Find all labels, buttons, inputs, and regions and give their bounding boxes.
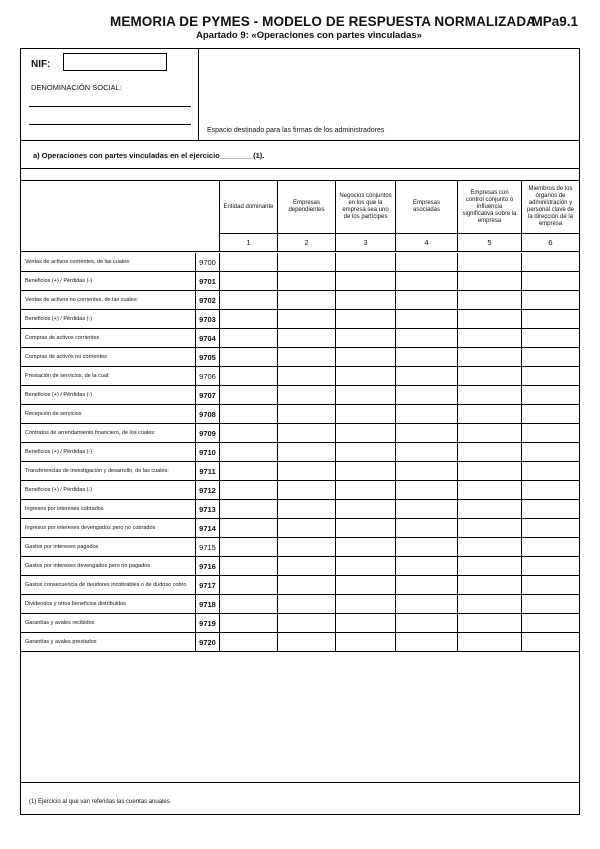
value-cell-col-6[interactable] bbox=[521, 519, 579, 538]
row-label: Prestación de servicios, de la cual: bbox=[25, 373, 110, 379]
row-label: Garantías y avales recibidos bbox=[25, 620, 95, 626]
row-code: 9710 bbox=[195, 443, 219, 462]
row-label: Ventas de activos corrientes, de las cuales: bbox=[25, 259, 131, 265]
value-cell-col-5[interactable] bbox=[457, 614, 521, 633]
value-cell-col-5[interactable] bbox=[457, 481, 521, 500]
table-row bbox=[21, 481, 579, 500]
value-cell-col-5[interactable] bbox=[457, 424, 521, 443]
row-label: Dividendos y otros beneficios distribuidos bbox=[25, 601, 126, 607]
value-cell-col-3[interactable] bbox=[335, 481, 395, 500]
column-header-5: Empresas con control conjunto o influencia significativa sobre la empresa bbox=[457, 181, 521, 233]
value-cell-col-4[interactable] bbox=[395, 557, 457, 576]
value-cell-col-2[interactable] bbox=[277, 481, 335, 500]
nif-field[interactable] bbox=[63, 53, 167, 71]
row-label: Compras de activos no corrientes bbox=[25, 354, 107, 360]
value-cell-col-1[interactable] bbox=[219, 500, 277, 519]
table-row bbox=[21, 519, 579, 538]
value-cell-col-5[interactable] bbox=[457, 310, 521, 329]
value-cell-col-5[interactable] bbox=[457, 386, 521, 405]
table-row bbox=[21, 291, 579, 310]
row-label: Beneficios (+) / Pérdidas (-) bbox=[25, 449, 93, 455]
value-cell-col-6[interactable] bbox=[521, 386, 579, 405]
value-cell-col-5[interactable] bbox=[457, 405, 521, 424]
column-number-4: 4 bbox=[395, 233, 457, 251]
value-cell-col-1[interactable] bbox=[219, 443, 277, 462]
value-cell-col-4[interactable] bbox=[395, 500, 457, 519]
row-label: Gastos por intereses pagados bbox=[25, 544, 99, 550]
row-code: 9705 bbox=[195, 348, 219, 367]
row-code: 9713 bbox=[195, 500, 219, 519]
value-cell-col-2[interactable] bbox=[277, 310, 335, 329]
column-header-6: Miembros de los órganos de administración y personal clave de la dirección de la empresa bbox=[521, 181, 579, 233]
value-cell-col-3[interactable] bbox=[335, 253, 395, 272]
table-row bbox=[21, 443, 579, 462]
denominacion-label: DENOMINACIÓN SOCIAL: bbox=[31, 83, 122, 92]
value-cell-col-4[interactable] bbox=[395, 367, 457, 386]
row-code: 9707 bbox=[195, 386, 219, 405]
value-cell-col-4[interactable] bbox=[395, 614, 457, 633]
denominacion-line-2[interactable] bbox=[29, 124, 191, 125]
value-cell-col-4[interactable] bbox=[395, 310, 457, 329]
table-row bbox=[21, 310, 579, 329]
value-cell-col-3[interactable] bbox=[335, 367, 395, 386]
row-code: 9716 bbox=[195, 557, 219, 576]
value-cell-col-1[interactable] bbox=[219, 329, 277, 348]
value-cell-col-4[interactable] bbox=[395, 329, 457, 348]
row-label: Ingresos por intereses devengados pero no cobrados bbox=[25, 525, 156, 531]
section-title: a) Operaciones con partes vinculadas en el ejercicio________(1). bbox=[33, 151, 265, 160]
value-cell-col-5[interactable] bbox=[457, 291, 521, 310]
row-code: 9718 bbox=[195, 595, 219, 614]
value-cell-col-3[interactable] bbox=[335, 310, 395, 329]
column-number-2: 2 bbox=[277, 233, 335, 251]
value-cell-col-2[interactable] bbox=[277, 462, 335, 481]
value-cell-col-4[interactable] bbox=[395, 253, 457, 272]
value-cell-col-2[interactable] bbox=[277, 424, 335, 443]
row-code: 9717 bbox=[195, 576, 219, 595]
value-cell-col-4[interactable] bbox=[395, 386, 457, 405]
row-label: Recepción de servicios bbox=[25, 411, 82, 417]
row-code: 9709 bbox=[195, 424, 219, 443]
value-cell-col-2[interactable] bbox=[277, 443, 335, 462]
table-row bbox=[21, 576, 579, 595]
row-label: Beneficios (+) / Pérdidas (-) bbox=[25, 487, 93, 493]
column-header-1: Entidad dominante bbox=[219, 181, 277, 233]
table-row bbox=[21, 405, 579, 424]
row-code: 9701 bbox=[195, 272, 219, 291]
row-code: 9704 bbox=[195, 329, 219, 348]
form-subtitle: Apartado 9: «Operaciones con partes vinculadas» bbox=[196, 30, 422, 41]
table-row bbox=[21, 500, 579, 519]
value-cell-col-2[interactable] bbox=[277, 595, 335, 614]
table-row bbox=[21, 348, 579, 367]
value-cell-col-3[interactable] bbox=[335, 424, 395, 443]
column-number-6: 6 bbox=[521, 233, 579, 251]
value-cell-col-3[interactable] bbox=[335, 272, 395, 291]
row-code: 9700 bbox=[195, 253, 219, 272]
value-cell-col-5[interactable] bbox=[457, 595, 521, 614]
value-cell-col-6[interactable] bbox=[521, 424, 579, 443]
value-cell-col-3[interactable] bbox=[335, 519, 395, 538]
value-cell-col-1[interactable] bbox=[219, 291, 277, 310]
value-cell-col-1[interactable] bbox=[219, 386, 277, 405]
table-header-divider bbox=[21, 251, 579, 252]
value-cell-col-5[interactable] bbox=[457, 272, 521, 291]
value-cell-col-6[interactable] bbox=[521, 253, 579, 272]
column-header-4: Empresas asociadas bbox=[395, 181, 457, 233]
table-row bbox=[21, 614, 579, 633]
value-cell-col-6[interactable] bbox=[521, 557, 579, 576]
value-cell-col-1[interactable] bbox=[219, 481, 277, 500]
value-cell-col-4[interactable] bbox=[395, 405, 457, 424]
column-number-5: 5 bbox=[457, 233, 521, 251]
value-cell-col-1[interactable] bbox=[219, 576, 277, 595]
value-cell-col-3[interactable] bbox=[335, 462, 395, 481]
table-row bbox=[21, 462, 579, 481]
form-frame bbox=[20, 48, 580, 815]
row-label: Garantías y avales prestados bbox=[25, 639, 97, 645]
value-cell-col-3[interactable] bbox=[335, 633, 395, 652]
value-cell-col-6[interactable] bbox=[521, 310, 579, 329]
spacer-row bbox=[21, 169, 579, 181]
value-cell-col-2[interactable] bbox=[277, 291, 335, 310]
value-cell-col-1[interactable] bbox=[219, 633, 277, 652]
value-cell-col-5[interactable] bbox=[457, 462, 521, 481]
row-label: Gastos por intereses devengados pero no pagados bbox=[25, 563, 151, 569]
value-cell-col-5[interactable] bbox=[457, 500, 521, 519]
value-cell-col-4[interactable] bbox=[395, 348, 457, 367]
signatures-label: Espacio destinado para las firmas de los administradores bbox=[207, 127, 385, 134]
value-cell-col-2[interactable] bbox=[277, 557, 335, 576]
row-code: 9715 bbox=[195, 538, 219, 557]
value-cell-col-6[interactable] bbox=[521, 538, 579, 557]
value-cell-col-3[interactable] bbox=[335, 576, 395, 595]
value-cell-col-1[interactable] bbox=[219, 310, 277, 329]
section-header bbox=[21, 141, 579, 169]
table-row bbox=[21, 633, 579, 652]
value-cell-col-6[interactable] bbox=[521, 500, 579, 519]
row-code: 9703 bbox=[195, 310, 219, 329]
value-cell-col-6[interactable] bbox=[521, 272, 579, 291]
value-cell-col-4[interactable] bbox=[395, 481, 457, 500]
table-row bbox=[21, 272, 579, 291]
value-cell-col-4[interactable] bbox=[395, 462, 457, 481]
row-label: Ventas de activos no corrientes, de las cuales: bbox=[25, 297, 139, 303]
footnote-text: (1) Ejercicio al que van referidas las cuentas anuales. bbox=[29, 799, 172, 805]
value-cell-col-4[interactable] bbox=[395, 595, 457, 614]
value-cell-col-3[interactable] bbox=[335, 405, 395, 424]
row-label: Ingresos por intereses cobrados bbox=[25, 506, 104, 512]
table-row bbox=[21, 386, 579, 405]
value-cell-col-6[interactable] bbox=[521, 405, 579, 424]
row-label: Gastos consecuencia de deudores incobrables o de dudoso cobro bbox=[25, 582, 187, 588]
value-cell-col-1[interactable] bbox=[219, 462, 277, 481]
value-cell-col-3[interactable] bbox=[335, 538, 395, 557]
value-cell-col-1[interactable] bbox=[219, 348, 277, 367]
value-cell-col-2[interactable] bbox=[277, 633, 335, 652]
value-cell-col-4[interactable] bbox=[395, 291, 457, 310]
value-cell-col-5[interactable] bbox=[457, 538, 521, 557]
nif-label: NIF: bbox=[31, 59, 51, 70]
value-cell-col-1[interactable] bbox=[219, 405, 277, 424]
value-cell-col-3[interactable] bbox=[335, 614, 395, 633]
value-cell-col-4[interactable] bbox=[395, 633, 457, 652]
table-row bbox=[21, 595, 579, 614]
denominacion-line-1[interactable] bbox=[29, 106, 191, 107]
value-cell-col-2[interactable] bbox=[277, 272, 335, 291]
value-cell-col-1[interactable] bbox=[219, 424, 277, 443]
column-header-3: Negocios conjuntos en los que la empresa sea uno de los partícipes bbox=[335, 181, 395, 233]
table-row bbox=[21, 538, 579, 557]
value-cell-col-1[interactable] bbox=[219, 519, 277, 538]
value-cell-col-3[interactable] bbox=[335, 443, 395, 462]
row-code: 9702 bbox=[195, 291, 219, 310]
value-cell-col-2[interactable] bbox=[277, 614, 335, 633]
row-label: Transferencias de investigación y desarrollo, de las cuales: bbox=[25, 468, 169, 474]
row-code: 9708 bbox=[195, 405, 219, 424]
row-label: Beneficios (+) / Pérdidas (-) bbox=[25, 278, 93, 284]
column-header-2: Empresas dependientes bbox=[277, 181, 335, 233]
value-cell-col-6[interactable] bbox=[521, 443, 579, 462]
value-cell-col-4[interactable] bbox=[395, 272, 457, 291]
value-cell-col-5[interactable] bbox=[457, 576, 521, 595]
value-cell-col-2[interactable] bbox=[277, 538, 335, 557]
row-code: 9714 bbox=[195, 519, 219, 538]
value-cell-col-3[interactable] bbox=[335, 557, 395, 576]
value-cell-col-4[interactable] bbox=[395, 538, 457, 557]
value-cell-col-1[interactable] bbox=[219, 253, 277, 272]
form-code: MPa9.1 bbox=[531, 14, 578, 29]
value-cell-col-1[interactable] bbox=[219, 538, 277, 557]
row-label: Beneficios (+) / Pérdidas (-) bbox=[25, 392, 93, 398]
footnote bbox=[21, 782, 579, 815]
value-cell-col-1[interactable] bbox=[219, 595, 277, 614]
value-cell-col-4[interactable] bbox=[395, 519, 457, 538]
value-cell-col-5[interactable] bbox=[457, 443, 521, 462]
value-cell-col-5[interactable] bbox=[457, 253, 521, 272]
row-code: 9706 bbox=[195, 367, 219, 386]
value-cell-col-5[interactable] bbox=[457, 367, 521, 386]
table-row bbox=[21, 329, 579, 348]
row-code: 9711 bbox=[195, 462, 219, 481]
value-cell-col-5[interactable] bbox=[457, 633, 521, 652]
table-row bbox=[21, 367, 579, 386]
value-cell-col-4[interactable] bbox=[395, 576, 457, 595]
value-cell-col-6[interactable] bbox=[521, 633, 579, 652]
value-cell-col-6[interactable] bbox=[521, 576, 579, 595]
value-cell-col-2[interactable] bbox=[277, 405, 335, 424]
table-row bbox=[21, 424, 579, 443]
identification-left bbox=[21, 49, 199, 140]
value-cell-col-3[interactable] bbox=[335, 595, 395, 614]
value-cell-col-5[interactable] bbox=[457, 557, 521, 576]
value-cell-col-3[interactable] bbox=[335, 291, 395, 310]
value-cell-col-2[interactable] bbox=[277, 576, 335, 595]
value-cell-col-2[interactable] bbox=[277, 386, 335, 405]
value-cell-col-2[interactable] bbox=[277, 367, 335, 386]
row-label: Contratos de arrendamiento financiero, de los cuales: bbox=[25, 430, 156, 436]
value-cell-col-1[interactable] bbox=[219, 367, 277, 386]
value-cell-col-5[interactable] bbox=[457, 348, 521, 367]
value-cell-col-3[interactable] bbox=[335, 386, 395, 405]
value-cell-col-6[interactable] bbox=[521, 329, 579, 348]
row-code: 9719 bbox=[195, 614, 219, 633]
value-cell-col-4[interactable] bbox=[395, 424, 457, 443]
column-number-1: 1 bbox=[219, 233, 277, 251]
value-cell-col-6[interactable] bbox=[521, 595, 579, 614]
column-number-3: 3 bbox=[335, 233, 395, 251]
value-cell-col-6[interactable] bbox=[521, 462, 579, 481]
form-title: MEMORIA DE PYMES - MODELO DE RESPUESTA NORMALIZADA bbox=[110, 14, 537, 29]
value-cell-col-3[interactable] bbox=[335, 348, 395, 367]
row-code: 9720 bbox=[195, 633, 219, 652]
value-cell-col-2[interactable] bbox=[277, 329, 335, 348]
value-cell-col-1[interactable] bbox=[219, 557, 277, 576]
table-row bbox=[21, 253, 579, 272]
value-cell-col-2[interactable] bbox=[277, 500, 335, 519]
value-cell-col-2[interactable] bbox=[277, 348, 335, 367]
value-cell-col-5[interactable] bbox=[457, 519, 521, 538]
value-cell-col-6[interactable] bbox=[521, 614, 579, 633]
value-cell-col-2[interactable] bbox=[277, 519, 335, 538]
value-cell-col-3[interactable] bbox=[335, 500, 395, 519]
value-cell-col-1[interactable] bbox=[219, 272, 277, 291]
value-cell-col-2[interactable] bbox=[277, 253, 335, 272]
value-cell-col-5[interactable] bbox=[457, 329, 521, 348]
row-code: 9712 bbox=[195, 481, 219, 500]
value-cell-col-6[interactable] bbox=[521, 481, 579, 500]
value-cell-col-4[interactable] bbox=[395, 443, 457, 462]
row-label: Compras de activos corrientes bbox=[25, 335, 100, 341]
table-row bbox=[21, 557, 579, 576]
value-cell-col-6[interactable] bbox=[521, 367, 579, 386]
value-cell-col-1[interactable] bbox=[219, 614, 277, 633]
identification-section bbox=[21, 49, 579, 141]
row-label: Beneficios (+) / Pérdidas (-) bbox=[25, 316, 93, 322]
value-cell-col-6[interactable] bbox=[521, 348, 579, 367]
value-cell-col-6[interactable] bbox=[521, 291, 579, 310]
value-cell-col-3[interactable] bbox=[335, 329, 395, 348]
